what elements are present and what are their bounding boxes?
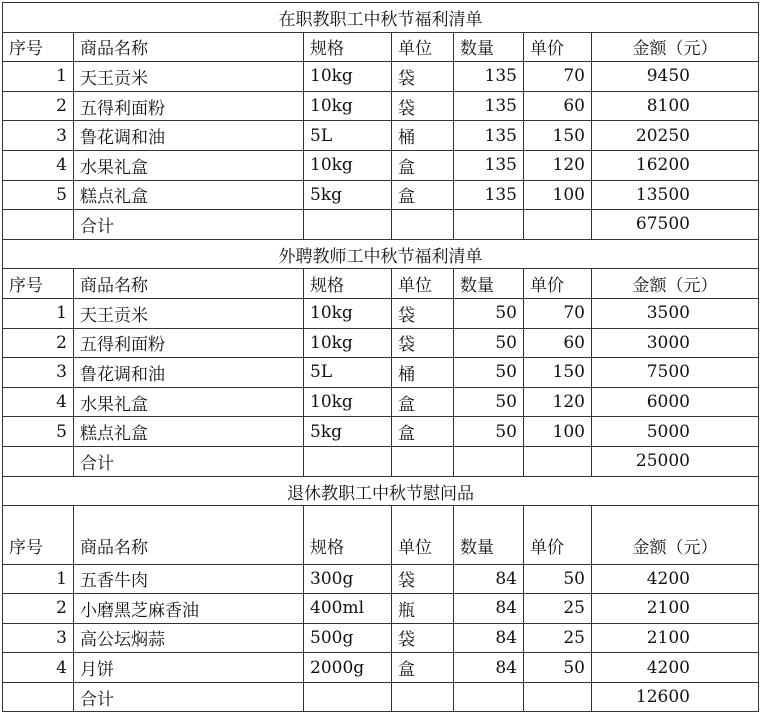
cell-no: 2 [3,594,74,624]
cell-no: 3 [3,121,74,151]
cell-unit: 盒 [392,150,454,180]
cell-spec: 10kg [304,62,392,92]
header-unit: 单位 [392,505,454,564]
table-row [3,623,759,653]
table-row [3,358,759,388]
header-row [3,32,759,62]
header-no: 序号 [3,269,74,299]
cell-name: 水果礼盒 [74,387,304,417]
cell-unit: 袋 [392,623,454,653]
total-amount: 25000 [592,446,759,476]
cell-no: 1 [3,564,74,594]
cell-spec: 500g [304,623,392,653]
header-no: 序号 [3,505,74,564]
section-title: 退休教职工中秋节慰问品 [3,476,759,505]
cell-name: 鲁花调和油 [74,358,304,388]
cell-qty: 50 [454,387,524,417]
cell-no: 3 [3,358,74,388]
cell-no: 2 [3,91,74,121]
cell-no: 3 [3,623,74,653]
cell-spec: 10kg [304,91,392,121]
welfare-table [2,2,759,712]
total-amount: 67500 [592,210,759,240]
cell-empty [392,446,454,476]
cell-qty: 50 [454,417,524,447]
cell-spec: 10kg [304,328,392,358]
header-unit: 单位 [392,269,454,299]
header-spec: 规格 [304,505,392,564]
cell-amount: 16200 [592,150,759,180]
cell-amount: 4200 [592,653,759,683]
cell-qty: 84 [454,564,524,594]
table-row [3,328,759,358]
cell-price: 120 [524,150,592,180]
cell-unit: 盒 [392,417,454,447]
cell-qty: 135 [454,62,524,92]
cell-amount: 2100 [592,594,759,624]
cell-spec: 2000g [304,653,392,683]
cell-unit: 袋 [392,62,454,92]
cell-empty [3,446,74,476]
cell-qty: 84 [454,653,524,683]
header-qty: 数量 [454,269,524,299]
cell-spec: 5L [304,121,392,151]
header-qty: 数量 [454,505,524,564]
cell-no: 2 [3,328,74,358]
cell-amount: 3500 [592,298,759,328]
cell-qty: 135 [454,91,524,121]
cell-price: 100 [524,180,592,210]
cell-price: 50 [524,564,592,594]
cell-no: 1 [3,298,74,328]
section-title: 外聘教师工中秋节福利清单 [3,239,759,269]
table-row [3,564,759,594]
cell-spec: 10kg [304,150,392,180]
header-qty: 数量 [454,32,524,62]
header-spec: 规格 [304,32,392,62]
cell-price: 150 [524,121,592,151]
cell-price: 100 [524,417,592,447]
cell-qty: 84 [454,594,524,624]
table-row [3,298,759,328]
total-label: 合计 [74,446,304,476]
cell-name: 五得利面粉 [74,328,304,358]
cell-empty [3,682,74,712]
table-row [3,62,759,92]
cell-spec: 10kg [304,387,392,417]
header-row [3,269,759,299]
cell-price: 60 [524,328,592,358]
cell-empty [454,210,524,240]
cell-empty [392,682,454,712]
cell-empty [392,210,454,240]
total-amount: 12600 [592,682,759,712]
table-row [3,91,759,121]
cell-qty: 135 [454,121,524,151]
table-row [3,594,759,624]
table-row [3,121,759,151]
cell-price: 70 [524,298,592,328]
header-amount: 金额（元） [592,505,759,564]
section-title-row [3,239,759,269]
section-title-row [3,3,759,33]
cell-name: 天王贡米 [74,298,304,328]
cell-spec: 5L [304,358,392,388]
cell-unit: 桶 [392,121,454,151]
cell-unit: 袋 [392,91,454,121]
cell-amount: 7500 [592,358,759,388]
cell-amount: 5000 [592,417,759,447]
total-row [3,446,759,476]
cell-name: 天王贡米 [74,62,304,92]
table-row [3,387,759,417]
cell-name: 水果礼盒 [74,150,304,180]
cell-amount: 4200 [592,564,759,594]
table-row [3,150,759,180]
total-label: 合计 [74,210,304,240]
cell-amount: 8100 [592,91,759,121]
total-row [3,682,759,712]
header-name: 商品名称 [74,32,304,62]
cell-price: 60 [524,91,592,121]
section-title-row [3,476,759,505]
header-no: 序号 [3,32,74,62]
header-name: 商品名称 [74,505,304,564]
cell-spec: 300g [304,564,392,594]
table-row [3,653,759,683]
cell-qty: 50 [454,328,524,358]
cell-qty: 135 [454,180,524,210]
cell-price: 150 [524,358,592,388]
cell-unit: 袋 [392,298,454,328]
cell-no: 1 [3,62,74,92]
cell-qty: 50 [454,358,524,388]
cell-price: 70 [524,62,592,92]
header-row [3,505,759,564]
cell-name: 高公坛焖蒜 [74,623,304,653]
cell-no: 5 [3,180,74,210]
cell-empty [524,682,592,712]
cell-empty [454,446,524,476]
header-name: 商品名称 [74,269,304,299]
cell-spec: 5kg [304,180,392,210]
section-title: 在职教职工中秋节福利清单 [3,3,759,33]
cell-amount: 20250 [592,121,759,151]
cell-empty [304,446,392,476]
cell-qty: 84 [454,623,524,653]
header-amount: 金额（元） [592,269,759,299]
header-spec: 规格 [304,269,392,299]
cell-empty [524,446,592,476]
cell-name: 鲁花调和油 [74,121,304,151]
header-price: 单价 [524,32,592,62]
cell-name: 糕点礼盒 [74,417,304,447]
cell-unit: 盒 [392,653,454,683]
header-unit: 单位 [392,32,454,62]
cell-amount: 9450 [592,62,759,92]
header-price: 单价 [524,505,592,564]
table-row [3,180,759,210]
cell-name: 五香牛肉 [74,564,304,594]
total-label: 合计 [74,682,304,712]
cell-spec: 5kg [304,417,392,447]
cell-name: 月饼 [74,653,304,683]
header-price: 单价 [524,269,592,299]
cell-empty [304,682,392,712]
table-row [3,417,759,447]
cell-unit: 袋 [392,328,454,358]
cell-unit: 桶 [392,358,454,388]
cell-qty: 50 [454,298,524,328]
cell-unit: 瓶 [392,594,454,624]
cell-empty [454,682,524,712]
cell-spec: 400ml [304,594,392,624]
cell-no: 4 [3,387,74,417]
cell-no: 4 [3,150,74,180]
total-row [3,210,759,240]
cell-amount: 2100 [592,623,759,653]
cell-unit: 袋 [392,564,454,594]
cell-price: 25 [524,623,592,653]
cell-amount: 6000 [592,387,759,417]
cell-amount: 3000 [592,328,759,358]
cell-spec: 10kg [304,298,392,328]
cell-unit: 盒 [392,180,454,210]
cell-name: 五得利面粉 [74,91,304,121]
cell-empty [524,210,592,240]
header-amount: 金额（元） [592,32,759,62]
cell-price: 120 [524,387,592,417]
cell-amount: 13500 [592,180,759,210]
cell-no: 5 [3,417,74,447]
cell-unit: 盒 [392,387,454,417]
cell-qty: 135 [454,150,524,180]
cell-name: 糕点礼盒 [74,180,304,210]
cell-empty [304,210,392,240]
cell-no: 4 [3,653,74,683]
cell-price: 50 [524,653,592,683]
cell-price: 25 [524,594,592,624]
cell-name: 小磨黑芝麻香油 [74,594,304,624]
cell-empty [3,210,74,240]
